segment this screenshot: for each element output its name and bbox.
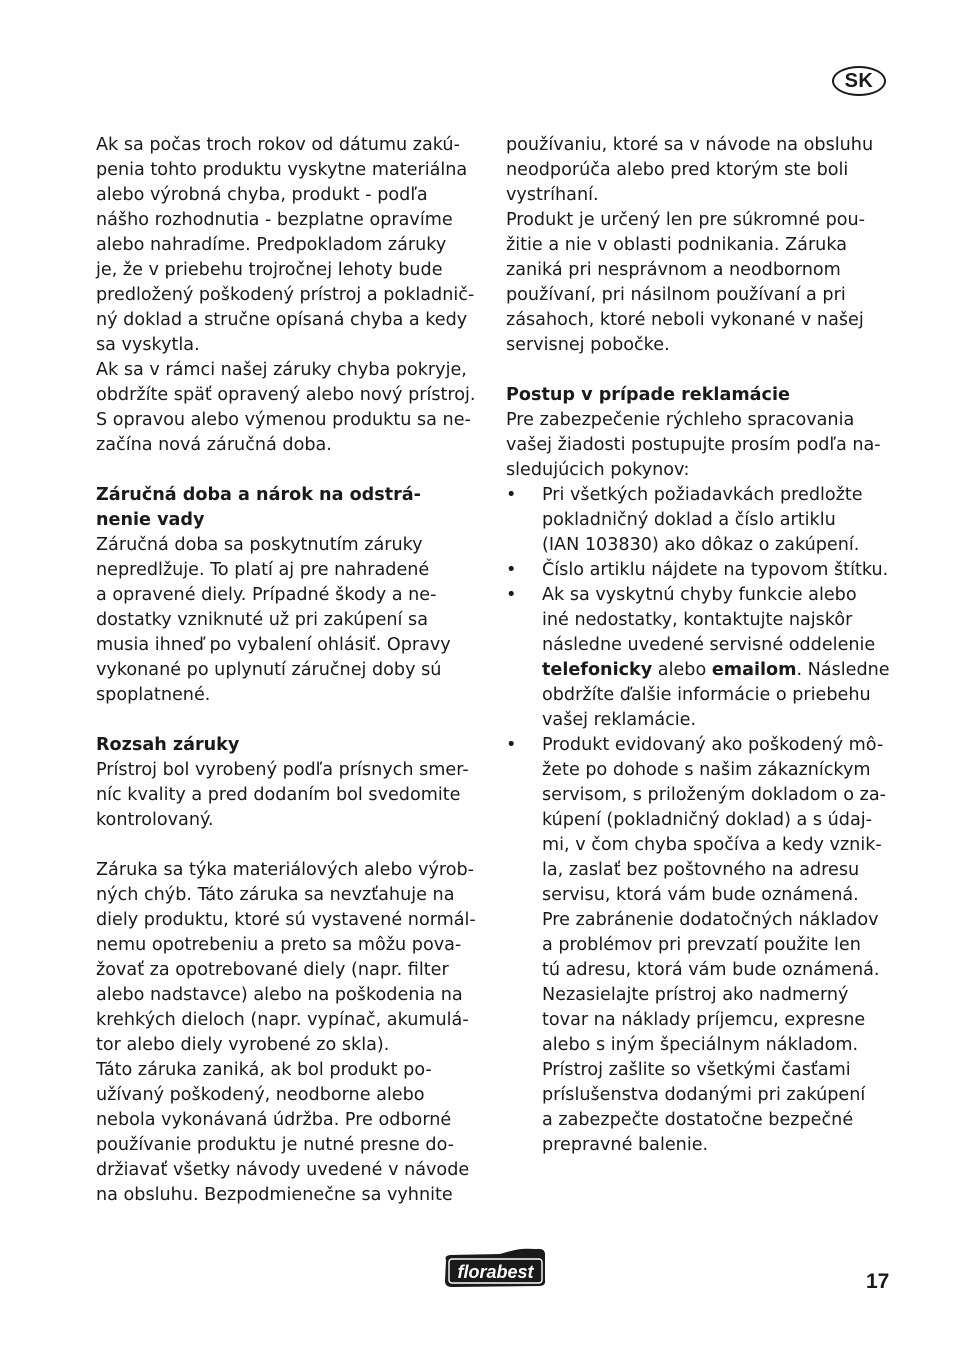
section-heading-warranty-scope: Rozsah záruky (96, 735, 240, 755)
text-line: servisnej pobočke. (506, 335, 670, 355)
text-line: nemu opotrebeniu a preto sa môžu pova- (96, 935, 462, 955)
warranty-period-paragraph (96, 533, 484, 708)
text-line: dostatky vzniknuté už pri zakúpení sa (96, 610, 428, 630)
text-line: ných chýb. Táto záruka sa nevzťahuje na (96, 885, 455, 905)
text-line: Táto záruka zaniká, ak bol produkt po- (96, 1060, 432, 1080)
text-line: alebo výrobná chyba, produkt - podľa (96, 185, 428, 205)
text-line: začína nová záručná doba. (96, 435, 332, 455)
text-line: je, že v priebehu trojročnej lehoty bude (96, 260, 443, 280)
logo-text: florabest (457, 1262, 534, 1282)
text-line: tovar na náklady príjemcu, expresne (542, 1010, 866, 1030)
text-line: obdržíte späť opravený alebo nový prístroj. (96, 385, 476, 405)
text-line: níc kvality a pred dodaním bol svedomite (96, 785, 461, 805)
contact-email-emphasis: emailom (711, 660, 797, 680)
text-line: na obsluhu. Bezpodmienečne sa vyhnite (96, 1185, 453, 1205)
contact-phone-emphasis: telefonicky (542, 660, 653, 680)
text-line: Ak sa vyskytnú chyby funkcie alebo (542, 585, 857, 605)
text-line: Produkt je určený len pre súkromné pou- (506, 210, 866, 230)
text-line: Pre zabránenie dodatočných nákladov (542, 910, 879, 930)
text-line: krehkých dieloch (napr. vypínač, akumulá- (96, 1010, 469, 1030)
text-line: tú adresu, ktorá vám bude oznámená. (542, 960, 880, 980)
florabest-logo (440, 1246, 551, 1290)
text-line: a problémov pri prevzatí použite len (542, 935, 861, 955)
warranty-intro-paragraph (96, 133, 484, 458)
text-line (542, 658, 896, 683)
text-line: nášho rozhodnutia - bezplatne opravíme (96, 210, 453, 230)
right-column (506, 133, 896, 1158)
text-line: používaní, pri násilnom používaní a pri (506, 285, 846, 305)
text-line: pokladničný doklad a číslo artiklu (542, 510, 836, 530)
text-line: Ak sa počas troch rokov od dátumu zakú- (96, 135, 460, 155)
list-item (506, 483, 896, 558)
text-line: neodporúča alebo pred ktorým ste boli (506, 160, 849, 180)
text-line: zaniká pri nesprávnom a neodbornom (506, 260, 841, 280)
text-line: spoplatnené. (96, 685, 211, 705)
text-line: následne uvedené servisné oddelenie (542, 635, 876, 655)
claim-procedure-intro (506, 408, 896, 483)
text-line: sledujúcich pokynov: (506, 460, 690, 480)
text-line: nebola vykonávaná údržba. Pre odborné (96, 1110, 452, 1130)
heading-line: Záručná doba a nárok na odstrá- (96, 485, 421, 505)
bullet-icon: • (506, 735, 517, 755)
text-line: mi, v čom chyba spočíva a kedy vznik- (542, 835, 882, 855)
text-line: nepredlžuje. To platí aj pre nahradené (96, 560, 430, 580)
text-line: sa vyskytla. (96, 335, 200, 355)
text-line: tor alebo diely vyrobené zo skla). (96, 1035, 390, 1055)
text-line: (IAN 103830) ako dôkaz o zakúpení. (542, 535, 860, 555)
text-line: diely produktu, ktoré sú vystavené normál- (96, 910, 476, 930)
bullet-icon: • (506, 560, 517, 580)
text-line: používaniu, ktoré sa v návode na obsluhu (506, 135, 874, 155)
text-line: žitie a nie v oblasti podnikania. Záruka (506, 235, 847, 255)
text-line: penia tohto produktu vyskytne materiálna (96, 160, 468, 180)
text-line: žovať za opotrebované diely (napr. filter (96, 960, 449, 980)
text-line: kúpení (pokladničný doklad) a s údaj- (542, 810, 872, 830)
text-line: alebo nahradíme. Predpokladom záruky (96, 235, 447, 255)
page-number: 17 (866, 1270, 890, 1293)
text-line: Číslo artiklu nájdete na typovom štítku. (542, 560, 889, 580)
language-badge: SK (832, 66, 886, 96)
text-line: ný doklad a stručne opísaná chyba a kedy (96, 310, 468, 330)
text-line: Pri všetkých požiadavkách predložte (542, 485, 863, 505)
text-line: iné nedostatky, kontaktujte najskôr (542, 610, 853, 630)
text-line: Ak sa v rámci našej záruky chyba pokryje, (96, 360, 467, 380)
text-line: Záručná doba sa poskytnutím záruky (96, 535, 423, 555)
warranty-coverage-paragraph (96, 858, 484, 1208)
text-line: Pre zabezpečenie rýchleho spracovania (506, 410, 855, 430)
text-line: užívaný poškodený, neodborne alebo (96, 1085, 425, 1105)
bullet-icon: • (506, 585, 517, 605)
text-line: a opravené diely. Prípadné škody a ne- (96, 585, 437, 605)
list-item (506, 733, 896, 1158)
section-heading-warranty-period (96, 483, 484, 533)
text-line: zásahoch, ktoré neboli vykonané v našej (506, 310, 864, 330)
text-line: Nezasielajte prístroj ako nadmerný (542, 985, 849, 1005)
text-line: alebo s iným špeciálnym nákladom. (542, 1035, 859, 1055)
text-line: Záruka sa týka materiálových alebo výrob- (96, 860, 474, 880)
warranty-scope-paragraph (96, 758, 484, 833)
text-line: la, zaslať bez poštovného na adresu (542, 860, 860, 880)
text-line: alebo nadstavce) alebo na poškodenia na (96, 985, 463, 1005)
text-line: Produkt evidovaný ako poškodený mô- (542, 735, 884, 755)
text-line: držiavať všetky návody uvedené v návode (96, 1160, 470, 1180)
text-line: žete po dohode s našim zákazníckym (542, 760, 871, 780)
text-line: používanie produktu je nutné presne do- (96, 1135, 455, 1155)
text-line: a zabezpečte dostatočne bezpečné (542, 1110, 854, 1130)
text-line: predložený poškodený prístroj a pokladnič- (96, 285, 475, 305)
text-line: vystríhaní. (506, 185, 599, 205)
text-line: vykonané po uplynutí záručnej doby sú (96, 660, 442, 680)
text-line: servisom, s priloženým dokladom o za- (542, 785, 887, 805)
left-column (96, 133, 484, 1208)
text-line: musia ihneď po vybalení ohlásiť. Opravy (96, 635, 451, 655)
text-line: príslušenstva dodanými pri zakúpení (542, 1085, 866, 1105)
warranty-continuation-paragraph (506, 133, 896, 358)
text-line: Prístroj zašlite so všetkými časťami (542, 1060, 851, 1080)
text-line: vašej žiadosti postupujte prosím podľa na- (506, 435, 881, 455)
text-line: vašej reklamácie. (542, 710, 697, 730)
text-line: servisu, ktorá vám bude oznámená. (542, 885, 859, 905)
list-item (506, 558, 896, 583)
text-line: prepravné balenie. (542, 1135, 709, 1155)
text-fragment: . Následne (796, 660, 890, 680)
heading-line: nenie vady (96, 510, 205, 530)
text-line: kontrolovaný. (96, 810, 214, 830)
text-fragment: alebo (652, 660, 712, 680)
section-heading-claim-procedure: Postup v prípade reklamácie (506, 385, 790, 405)
text-line: S opravou alebo výmenou produktu sa ne- (96, 410, 471, 430)
bullet-icon: • (506, 485, 517, 505)
text-line: Prístroj bol vyrobený podľa prísnych smer- (96, 760, 469, 780)
text-line: obdržíte ďalšie informácie o priebehu (542, 685, 871, 705)
list-item (506, 583, 896, 733)
